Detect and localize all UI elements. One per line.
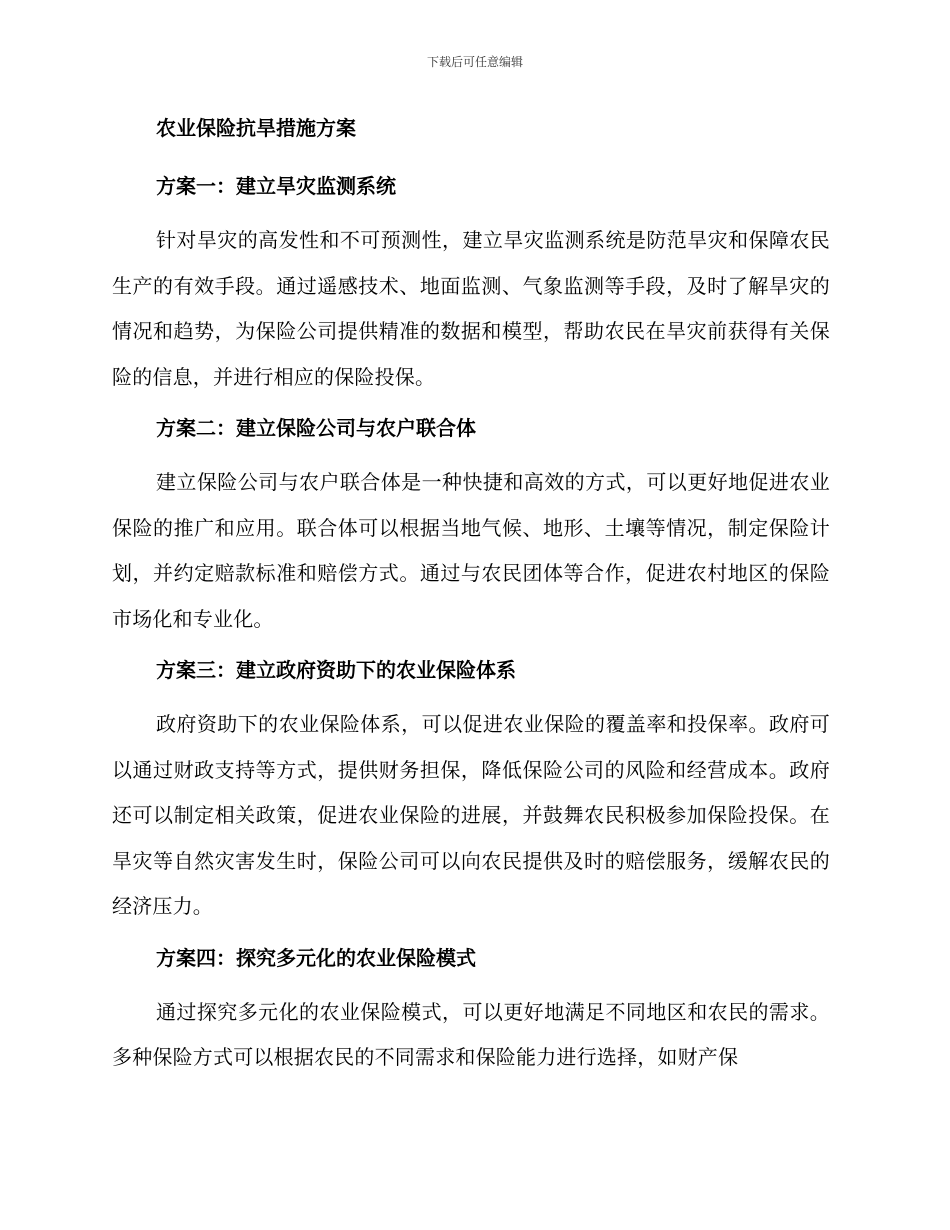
section-heading-1: 方案一：建立旱灾监测系统 [156,174,396,198]
section-heading-2: 方案二：建立保险公司与农户联合体 [156,416,476,440]
section-paragraph-4: 通过探究多元化的农业保险模式，可以更好地满足不同地区和农民的需求。多种保险方式可以根据农民的不同需求和保险能力进行选择，如财产保 [112,999,830,1069]
section-heading-3: 方案三：建立政府资助下的农业保险体系 [156,658,516,682]
section-paragraph-3: 政府资助下的农业保险体系，可以促进农业保险的覆盖率和投保率。政府可以通过财政支持等方式，提供财务担保，降低保险公司的风险和经营成本。政府还可以制定相关政策，促进农业保险的进展，并鼓舞农民积极参加保险投保。在旱灾等自然灾害发生时，保险公司可以向农民提供及时的赔偿服务，缓解农民的经济压力。 [112,712,830,918]
document-title: 农业保险抗旱措施方案 [156,116,356,140]
section-paragraph-2: 建立保险公司与农户联合体是一种快捷和高效的方式，可以更好地促进农业保险的推广和应用。联合体可以根据当地气候、地形、土壤等情况，制定保险计划，并约定赔款标准和赔偿方式。通过与农民团体等合作，促进农村地区的保险市场化和专业化。 [112,470,830,631]
page-header: 下载后可任意编辑 [426,55,523,69]
document-body [112,112,830,1093]
section-heading-4: 方案四：探究多元化的农业保险模式 [156,945,476,970]
section-paragraph-1: 针对旱灾的高发性和不可预测性，建立旱灾监测系统是防范旱灾和保障农民生产的有效手段。通过遥感技术、地面监测、气象监测等手段，及时了解旱灾的情况和趋势，为保险公司提供精准的数据和模型，帮助农民在旱灾前获得有关保险的信息，并进行相应的保险投保。 [112,228,830,389]
